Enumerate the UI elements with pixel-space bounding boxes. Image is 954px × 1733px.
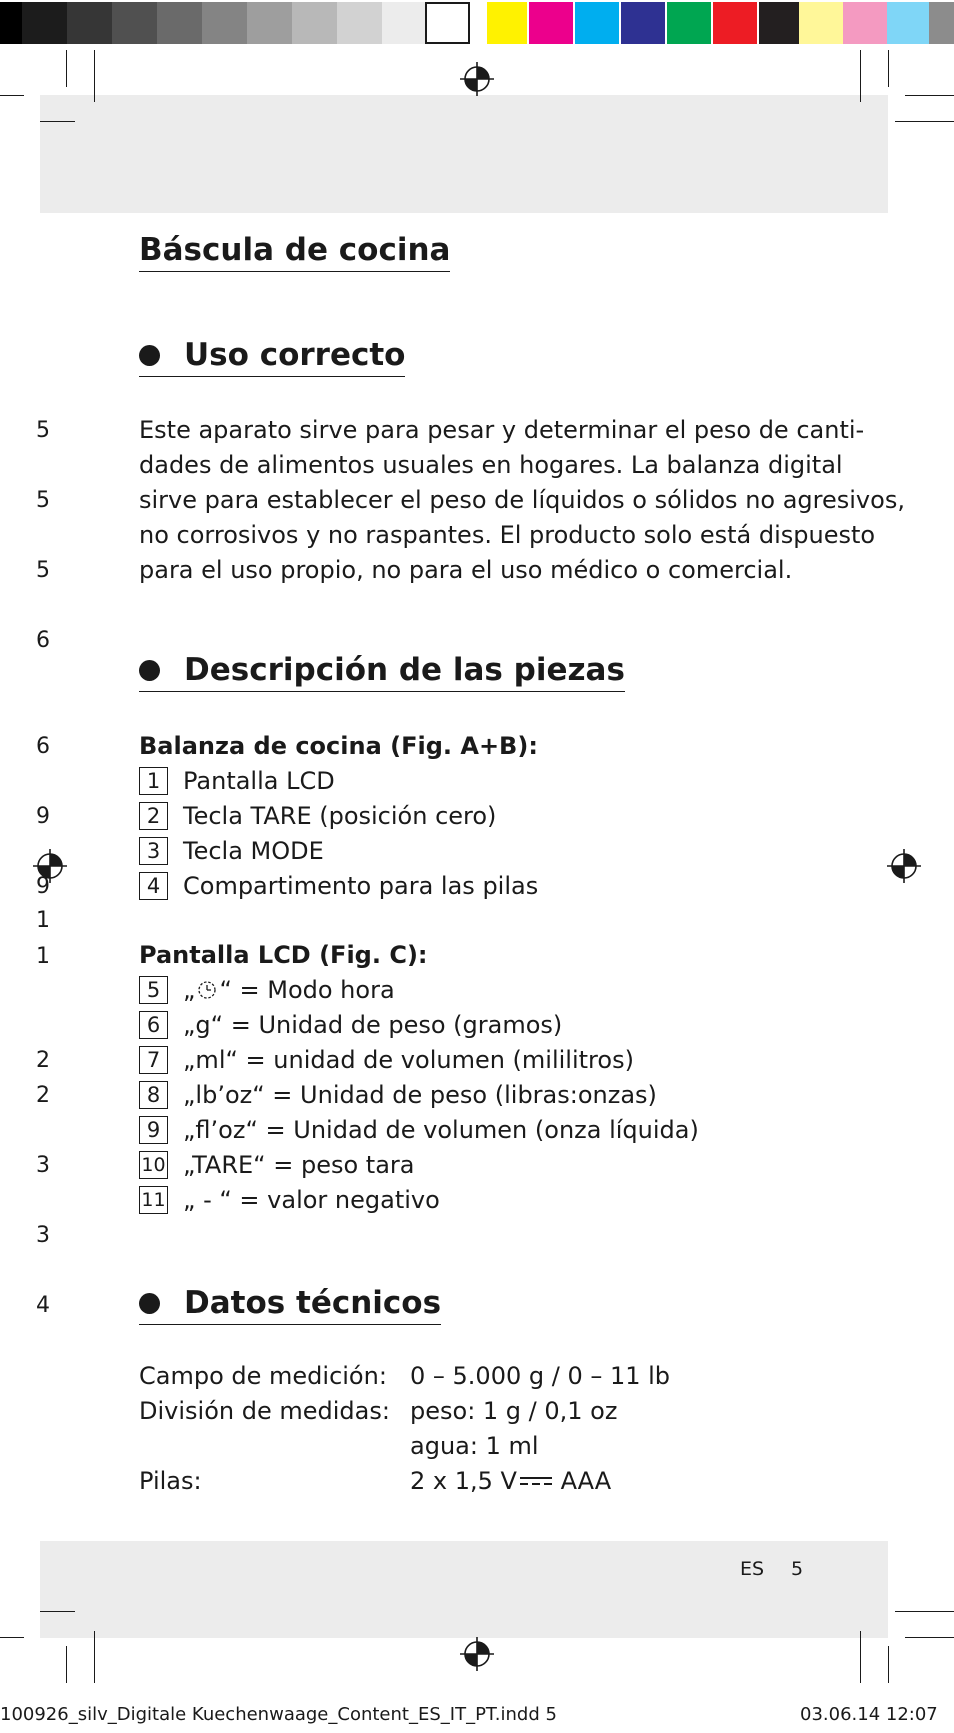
margin-number: 6 [36,628,50,653]
list-item [139,1185,440,1215]
paragraph-line: para el uso propio, no para el uso médico o comercial. [139,556,793,584]
gray-swatch-4 [112,2,157,44]
gray-swatch-8 [292,2,337,44]
margin-number: 5 [36,558,50,583]
crop-mark [905,1637,954,1638]
balanza-subheading: Balanza de cocina (Fig. A+B): [139,732,538,760]
process-swatch-8 [799,2,843,44]
gray-swatch-5 [157,2,202,44]
uso-paragraph [139,413,905,588]
process-swatch-1 [487,2,527,44]
process-swatch-6 [713,2,757,44]
list-item [139,1010,562,1040]
margin-number: 3 [36,1153,50,1178]
crop-mark [0,1637,24,1638]
item-text-post: “ = Modo hora [219,976,395,1004]
item-text-pre: „ [183,976,196,1004]
item-number: 8 [139,1081,168,1109]
item-number: 11 [139,1186,168,1214]
spec-label: Campo de medición: [139,1362,387,1390]
page-title: Báscula de cocina [139,233,450,272]
process-swatch-4 [621,2,665,44]
process-swatch-7 [759,2,803,44]
file-slug: 100926_silv_Digitale Kuechenwaage_Content_ES_IT_PT.indd 5 [0,1704,557,1725]
page-number: 5 [791,1558,804,1580]
paragraph-line: no corrosivos y no raspantes. El producto solo está dispuesto [139,521,876,549]
crop-mark [905,95,954,96]
crop-mark [94,1631,95,1683]
gray-swatch-10 [382,2,427,44]
crop-mark [40,1611,75,1612]
crop-mark [895,1611,954,1612]
crop-mark [40,121,75,122]
item-text: „TARE“ = peso tara [183,1151,415,1179]
bullet-icon [139,345,160,366]
item-text: „fl’oz“ = Unidad de volumen (onza líquida) [183,1116,699,1144]
margin-number: 9 [36,804,50,829]
spec-value-battery [410,1467,611,1495]
section-heading-uso [139,338,405,377]
gray-swatch-2 [22,2,67,44]
crop-mark [0,95,24,96]
section-heading-text: Uso correcto [184,337,406,373]
spec-value: peso: 1 g / 0,1 oz [410,1397,618,1425]
item-number: 6 [139,1011,168,1039]
paragraph-line: sirve para establecer el peso de líquidos o sólidos no agresivos, [139,486,905,514]
list-item [139,871,538,901]
process-swatch-9 [843,2,887,44]
crop-mark [860,1631,861,1683]
margin-number: 1 [36,944,50,969]
gray-swatch-11 [425,2,470,44]
margin-number: 4 [36,1293,50,1318]
crop-mark [860,50,861,102]
process-swatch-3 [575,2,619,44]
item-number: 10 [139,1151,168,1179]
gray-swatch-1 [0,2,22,44]
list-item [139,975,395,1005]
list-item [139,1080,657,1110]
margin-number: 5 [36,418,50,443]
registration-mark-icon [887,849,921,883]
section-heading-text: Datos técnicos [184,1285,442,1321]
header-band [40,95,888,213]
spec-label: División de medidas: [139,1397,390,1425]
list-item [139,1150,415,1180]
crop-mark [66,1646,67,1683]
battery-type: AAA [552,1467,612,1495]
item-text: „ml“ = unidad de volumen (mililitros) [183,1046,634,1074]
margin-number: 2 [36,1048,50,1073]
list-item [139,1045,634,1075]
paragraph-line: Este aparato sirve para pesar y determinar el peso de canti- [139,416,865,444]
item-number: 9 [139,1116,168,1144]
list-item [139,801,496,831]
section-heading-descripcion [139,653,625,692]
section-heading-datos [139,1286,441,1325]
bullet-icon [139,660,160,681]
crop-mark [66,50,67,87]
item-number: 7 [139,1046,168,1074]
margin-number: 3 [36,1223,50,1248]
registration-mark-icon [460,62,494,96]
gray-swatch-3 [67,2,112,44]
spec-label: Pilas: [139,1467,202,1495]
margin-number: 1 [36,908,50,933]
list-item [139,1115,699,1145]
list-item [139,836,324,866]
clock-icon [196,979,218,1001]
footer-band [40,1541,888,1638]
item-number: 2 [139,802,168,830]
list-item [139,766,335,796]
crop-mark [94,50,95,102]
process-swatch-2 [529,2,573,44]
item-text: „g“ = Unidad de peso (gramos) [183,1011,563,1039]
spec-value: agua: 1 ml [410,1432,539,1460]
paragraph-line: dades de alimentos usuales en hogares. La balanza digital [139,451,843,479]
date-slug: 03.06.14 12:07 [800,1704,938,1725]
item-text: Pantalla LCD [183,767,335,795]
spec-value: 0 – 5.000 g / 0 – 11 lb [410,1362,671,1390]
item-number: 5 [139,976,168,1004]
crop-mark [895,121,954,122]
margin-number: 9 [36,874,50,899]
margin-number: 5 [36,488,50,513]
margin-number: 2 [36,1083,50,1108]
crop-mark [888,1646,889,1683]
crop-mark [888,50,889,87]
color-calibration-bar [0,0,954,46]
gray-swatch-7 [247,2,292,44]
item-text: Tecla TARE (posición cero) [183,802,497,830]
lcd-subheading: Pantalla LCD (Fig. C): [139,941,428,969]
bullet-icon [139,1293,160,1314]
process-swatch-5 [667,2,711,44]
gray-swatch-6 [202,2,247,44]
language-code: ES [740,1558,765,1580]
item-number: 3 [139,837,168,865]
section-heading-text: Descripción de las piezas [184,652,625,688]
dc-symbol-icon [519,1474,553,1488]
process-swatch-10 [887,2,929,44]
margin-number: 6 [36,734,50,759]
item-text: Compartimento para las pilas [183,872,539,900]
registration-mark-icon [460,1637,494,1671]
battery-voltage: 2 x 1,5 V [410,1467,517,1495]
item-text: „ - “ = valor negativo [183,1186,440,1214]
item-number: 4 [139,872,168,900]
gray-swatch-9 [337,2,382,44]
item-text: „lb’oz“ = Unidad de peso (libras:onzas) [183,1081,657,1109]
item-text: Tecla MODE [183,837,324,865]
item-number: 1 [139,767,168,795]
process-swatch-11 [929,2,954,44]
